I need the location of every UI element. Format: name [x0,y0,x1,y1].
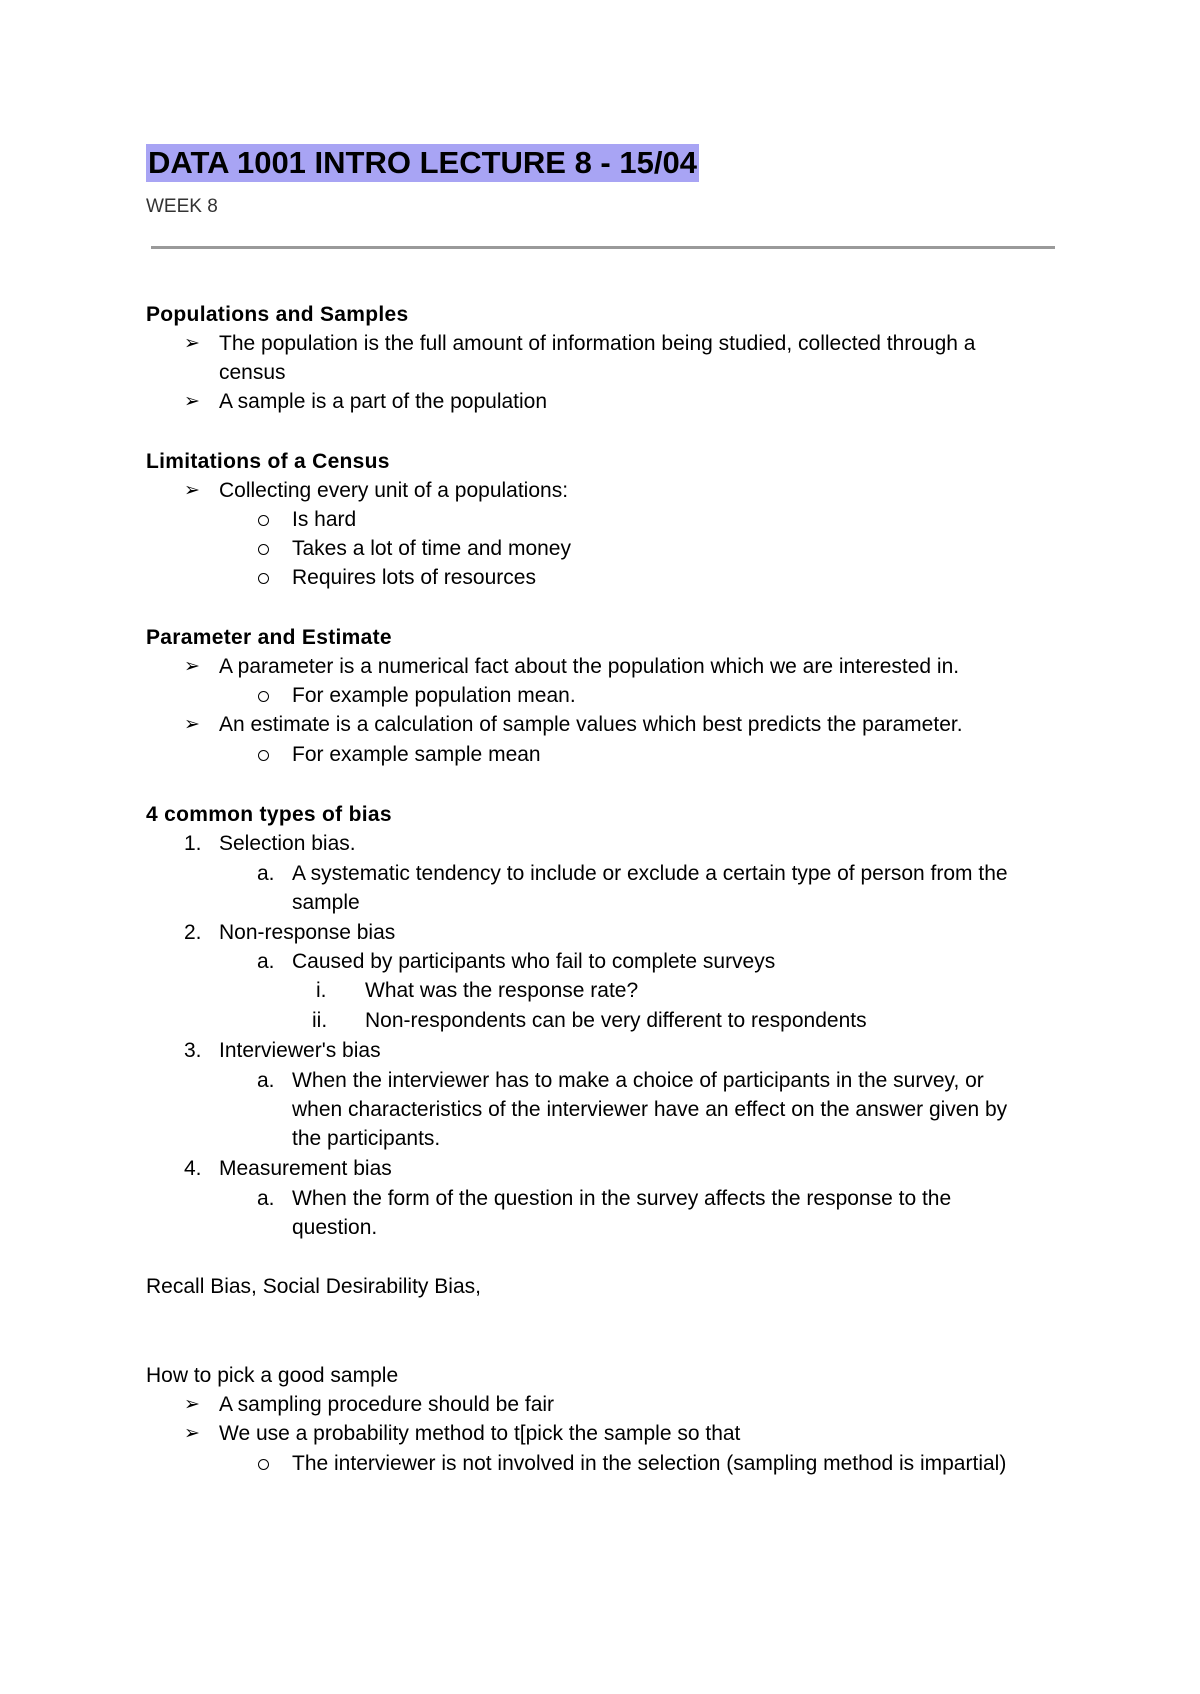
list-number: 3. [184,1039,202,1062]
list-letter: a. [257,862,275,885]
list-letter: a. [257,950,275,973]
bullet-text-continued: census [219,361,286,384]
week-label: WEEK 8 [146,196,218,217]
page-title: DATA 1001 INTRO LECTURE 8 - 15/04 [148,145,697,180]
arrow-bullet-icon: ➢ [184,391,200,412]
section-heading-census: Limitations of a Census [146,450,390,473]
arrow-bullet-icon: ➢ [184,333,200,354]
section-heading-sample: How to pick a good sample [146,1364,399,1387]
bullet-text: A sampling procedure should be fair [219,1393,555,1416]
list-item-text: Interviewer's bias [219,1039,381,1062]
list-letter: a. [257,1069,275,1092]
arrow-bullet-icon: ➢ [184,1394,200,1415]
sub-item-text-continued: question. [292,1216,378,1239]
sub-sub-item-text: What was the response rate? [365,979,639,1002]
list-number: 4. [184,1157,202,1180]
list-item-text: Measurement bias [219,1157,392,1180]
sub-item-text: When the interviewer has to make a choice of participants in the survey, or [292,1069,984,1092]
sub-item-text: A systematic tendency to include or exclude a certain type of person from the [292,862,1008,885]
arrow-bullet-icon: ➢ [184,656,200,677]
section-heading-bias: 4 common types of bias [146,803,392,826]
list-number: 1. [184,832,202,855]
bullet-text: A sample is a part of the population [219,390,548,413]
sub-item-text: Caused by participants who fail to complete surveys [292,950,776,973]
sub-item-text-continued: the participants. [292,1127,441,1150]
list-item-text: Non-response bias [219,921,396,944]
sub-sub-item-text: Non-respondents can be very different to respondents [365,1009,867,1032]
list-roman: ii. [312,1009,328,1032]
arrow-bullet-icon: ➢ [184,480,200,501]
sub-bullet-text: The interviewer is not involved in the selection (sampling method is impartial) [292,1452,1007,1475]
arrow-bullet-icon: ➢ [184,714,200,735]
note-text: Recall Bias, Social Desirability Bias, [146,1275,481,1298]
section-heading-populations: Populations and Samples [146,303,409,326]
section-heading-parameter: Parameter and Estimate [146,626,392,649]
sub-bullet-text: For example population mean. [292,684,576,707]
bullet-text: The population is the full amount of information being studied, collected through a [219,332,976,355]
bullet-text: A parameter is a numerical fact about the population which we are interested in. [219,655,960,678]
list-letter: a. [257,1187,275,1210]
bullet-text: We use a probability method to t[pick the sample so that [219,1422,741,1445]
sub-bullet-text: Takes a lot of time and money [292,537,571,560]
bullet-text: An estimate is a calculation of sample values which best predicts the parameter. [219,713,963,736]
list-item-text: Selection bias. [219,832,356,855]
sub-item-text-continued: when characteristics of the interviewer have an effect on the answer given by [292,1098,1008,1121]
sub-item-text: When the form of the question in the survey affects the response to the [292,1187,952,1210]
list-roman: i. [316,979,327,1002]
sub-bullet-text: Requires lots of resources [292,566,536,589]
horizontal-divider [151,246,1055,249]
sub-item-text-continued: sample [292,891,360,914]
sub-bullet-text: Is hard [292,508,357,531]
sub-bullet-text: For example sample mean [292,743,541,766]
arrow-bullet-icon: ➢ [184,1423,200,1444]
bullet-text: Collecting every unit of a populations: [219,479,569,502]
list-number: 2. [184,921,202,944]
